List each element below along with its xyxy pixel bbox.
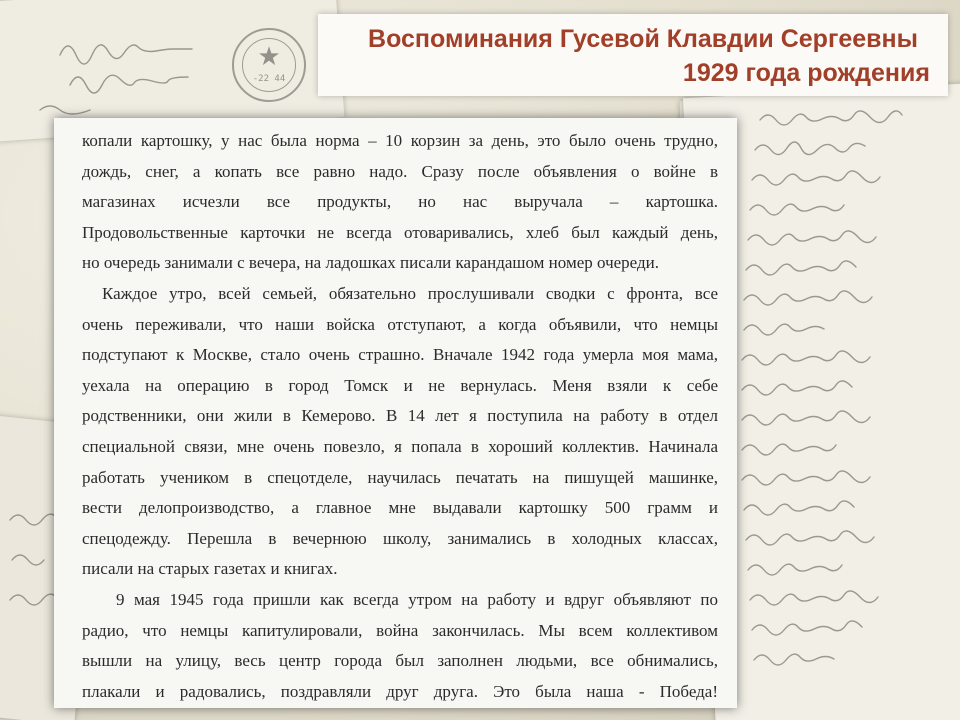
text-line: родственники, они жили в Кемерово. В 14 лет я поступила на работу в отдел: [82, 406, 718, 426]
text-line: очень переживали, что наши войска отступают, а когда объявили, что немцы: [82, 314, 718, 334]
text-line: писали на старых газетах и книгах.: [82, 559, 338, 579]
text-line: но очередь занимали с вечера, на ладошках писали карандашом номер очереди.: [82, 253, 659, 273]
text-line: Каждое утро, всей семьей, обязательно прослушивали сводки с фронта, все: [102, 283, 718, 303]
text-line: спецодежду. Перешла в вечернюю школу, занимались в холодных классах,: [82, 528, 718, 548]
postmark-date: -22 44: [252, 74, 286, 84]
memoir-document: [54, 118, 737, 708]
text-line: вести делопроизводство, а главное мне выдавали картошку 500 грамм и: [82, 498, 718, 518]
title-line-2: 1929 года рождения: [682, 59, 930, 87]
text-line: Продовольственные карточки не всегда отоваривались, хлеб был каждый день,: [82, 222, 718, 242]
title-line-1: Воспоминания Гусевой Клавдии Сергеевны: [368, 25, 918, 53]
memoir-text: [82, 126, 718, 707]
text-line: уехала на операцию в город Томск и не вернулась. Меня взяли к себе: [82, 375, 718, 395]
text-line: специальной связи, мне очень повезло, я попала в хороший коллектив. Начинала: [82, 436, 718, 456]
text-line: плакали и радовались, поздравляли друг друга. Это была наша - Победа!: [82, 681, 718, 701]
text-line: 9 мая 1945 года пришли как всегда утром на работу и вдруг объявляют по: [116, 589, 718, 609]
text-line: дождь, снег, а копать все равно надо. Сразу после объявления о войне в: [82, 161, 718, 181]
title-box: [318, 14, 948, 96]
text-line: работать учеником в спецотделе, научилась печатать на пишущей машинке,: [82, 467, 718, 487]
text-line: копали картошку, у нас была норма – 10 корзин за день, это было очень трудно,: [82, 131, 718, 150]
postmark-stamp: [232, 28, 306, 102]
star-icon: ★: [257, 42, 281, 72]
text-line: подступают к Москве, стало очень страшно. Вначале 1942 года умерла моя мама,: [82, 345, 718, 365]
text-line: магазинах исчезли все продукты, но нас выручала – картошка.: [82, 192, 718, 212]
text-line: радио, что немцы капитулировали, война закончилась. Мы всем коллективом: [82, 620, 718, 640]
text-line: вышли на улицу, весь центр города был заполнен людьми, все обнимались,: [82, 651, 718, 671]
